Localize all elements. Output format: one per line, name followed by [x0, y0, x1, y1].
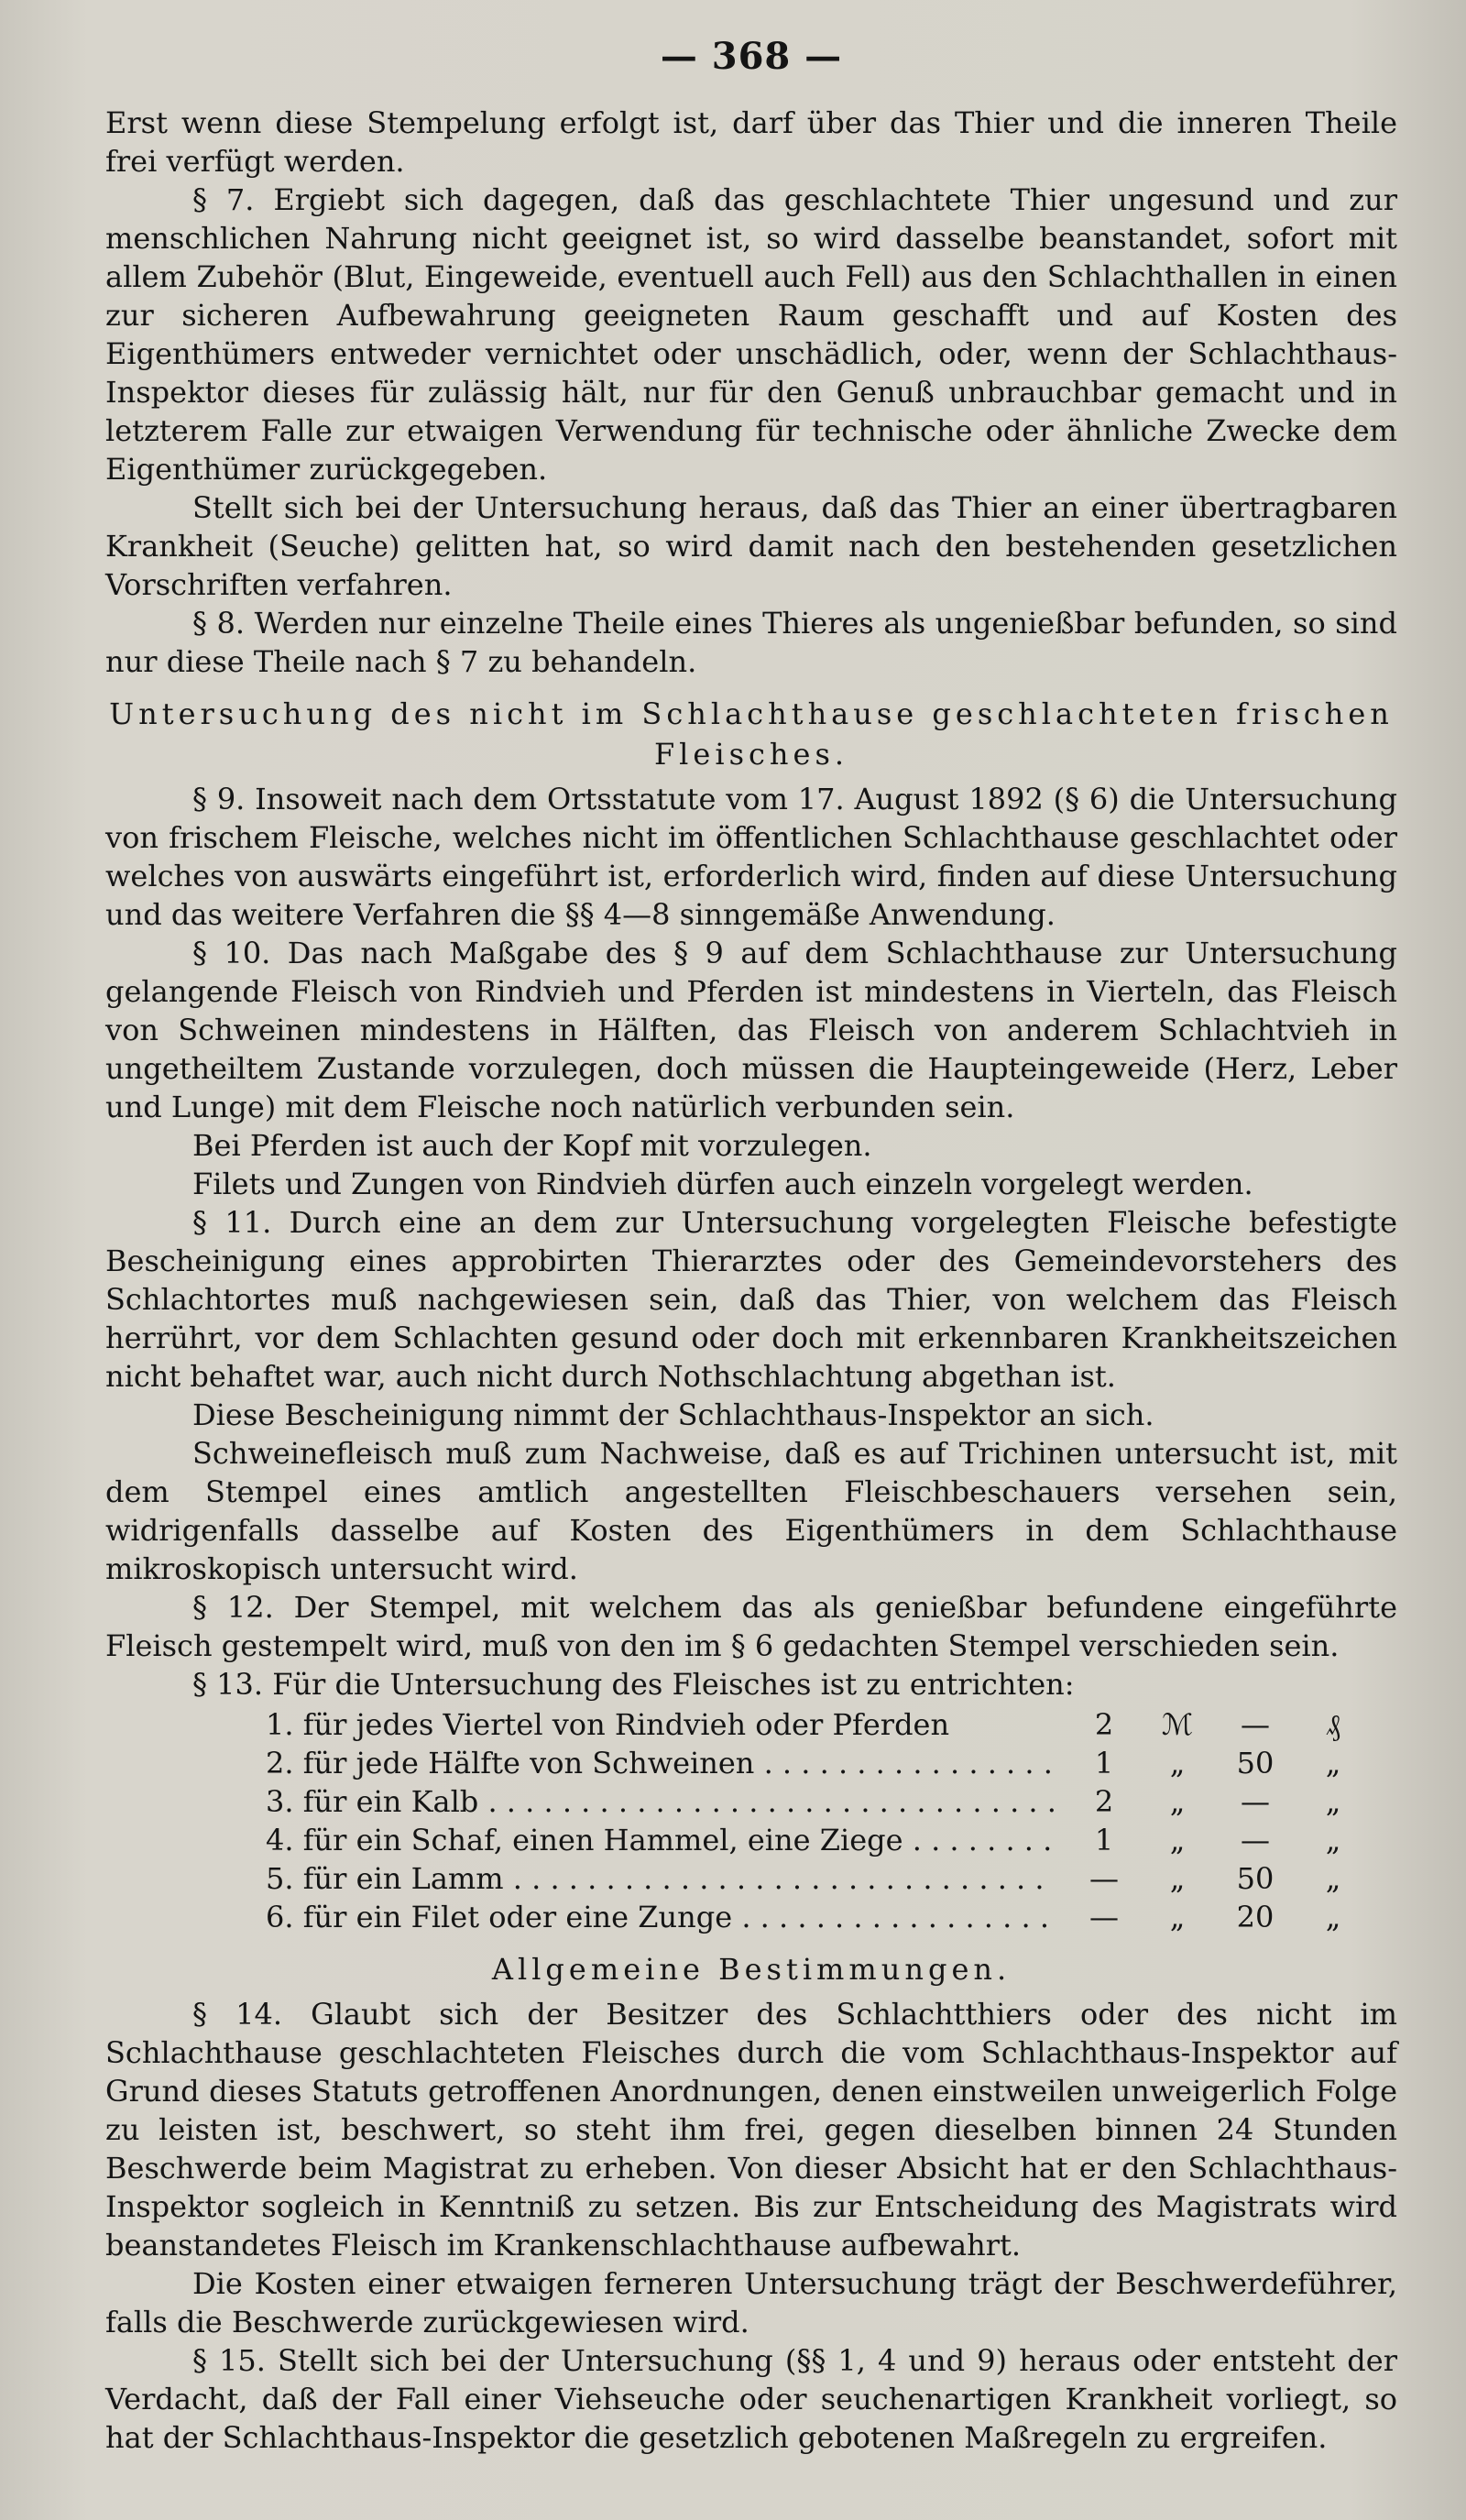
paragraph-p-11b: Diese Bescheinigung nimmt der Schlachthaus-Inspektor an sich.: [192, 1397, 1154, 1432]
paragraph-p-8: § 8. Werden nur einzelne Theile eines Thieres als ungenießbar befunden, so sind nur diese Theile nach § 7 zu behandeln.: [105, 606, 1397, 679]
fee-pfennig-unit: „: [1325, 1746, 1341, 1780]
fee-item: [266, 1821, 1393, 1859]
fee-mark-amount: —: [1089, 1861, 1119, 1896]
fee-pfennig-amount: 50: [1236, 1861, 1275, 1896]
fee-pfennig-amount: —: [1241, 1707, 1270, 1742]
fee-pfennig-unit: „: [1325, 1823, 1341, 1857]
fee-mark-unit: „: [1169, 1784, 1186, 1819]
fee-mark-amount: 2: [1094, 1784, 1114, 1819]
section-top: [105, 104, 1397, 681]
fee-mark-amount: 2: [1094, 1707, 1114, 1742]
paragraph-p-10: § 10. Das nach Maßgabe des § 9 auf dem Schlachthause zur Untersuchung gelangende Fleisch von Rindvieh und Pferden ist mindestens in Vierteln, das Fleisch von Schweinen mindestens in Hälften, das Fleisch von anderem Schlachtvieh in ungetheiltem Zustande vorzulegen, doch müssen die Haupteingeweide (Herz, Leber und Lunge) mit dem Fleische noch natürlich verbunden sein.: [105, 936, 1397, 1124]
fee-list: [105, 1705, 1397, 1936]
fee-pfennig-unit: ₰: [1326, 1707, 1340, 1742]
fee-pfennig-unit: „: [1325, 1784, 1341, 1819]
paragraph-p-9: § 9. Insoweit nach dem Ortsstatute vom 17. August 1892 (§ 6) die Untersuchung von frischem Fleische, welches nicht im öffentlichen Schlachthause geschlachtet oder welches von auswärts eingeführt ist, erforderlich wird, finden auf diese Untersuchung und das weitere Verfahren die §§ 4—8 sinngemäße Anwendung.: [105, 782, 1397, 932]
fee-item: [266, 1859, 1393, 1898]
paragraph-p-13: § 13. Für die Untersuchung des Fleisches ist zu entrichten:: [192, 1667, 1075, 1702]
paragraph-p-11: § 11. Durch eine an dem zur Untersuchung vorgelegten Fleische befestigte Bescheinigung eines approbirten Thierarztes oder des Gemeindevorstehers des Schlachtortes muß nachgewiesen sein, daß das Thier, von welchem das Fleisch herrührt, vor dem Schlachten gesund oder doch mit erkennbaren Krankheitszeichen nicht behaftet war, auch nicht durch Nothschlachtung abgethan ist.: [105, 1205, 1397, 1394]
fee-label: 1. für jedes Viertel von Rindvieh oder Pferden: [266, 1707, 950, 1742]
section-heading-general: Allgemeine Bestimmungen.: [491, 1952, 1012, 1987]
fee-mark-unit: „: [1169, 1861, 1186, 1896]
fee-pfennig-amount: 20: [1236, 1900, 1275, 1934]
fee-item: [266, 1705, 1393, 1744]
fee-item: [266, 1898, 1393, 1936]
fee-mark-unit: „: [1169, 1900, 1186, 1934]
paragraph-p-7: § 7. Ergiebt sich dagegen, daß das geschlachtete Thier ungesund und zur menschlichen Nahrung nicht geeignet ist, so wird dasselbe beanstandet, sofort mit allem Zubehör (Blut, Eingeweide, eventuell auch Fell) aus den Schlachthallen in einen zur sicheren Aufbewahrung geeigneten Raum geschafft und auf Kosten des Eigenthümers entweder vernichtet oder unschädlich, oder, wenn der Schlachthaus-Inspektor dieses für zulässig hält, nur für den Genuß unbrauchbar gemacht und in letzterem Falle zur etwaigen Verwendung für technische oder ähnliche Zwecke dem Eigenthümer zurückgegeben.: [105, 182, 1397, 487]
fee-label: 5. für ein Lamm . . .: [266, 1859, 1054, 1898]
fee-mark-amount: 1: [1094, 1823, 1114, 1857]
section-middle: [105, 780, 1397, 1704]
fee-mark-unit: „: [1169, 1823, 1186, 1857]
paragraph-p-12: § 12. Der Stempel, mit welchem das als genießbar befundene eingeführte Fleisch gestempelt wird, muß von den im § 6 gedachten Stempel verschieden sein.: [105, 1590, 1397, 1663]
fee-pfennig-unit: „: [1325, 1861, 1341, 1896]
fee-label: 2. für jede Hälfte von Schweinen . . .: [266, 1744, 1054, 1782]
fee-item: [266, 1744, 1393, 1782]
paragraph-p-intro: Erst wenn diese Stempelung erfolgt ist, darf über das Thier und die inneren Theile frei verfügt werden.: [105, 105, 1397, 179]
paragraph-p-11c: Schweinefleisch muß zum Nachweise, daß es auf Trichinen untersucht ist, mit dem Stempel eines amtlich angestellten Fleischbeschauers versehen sein, widrigenfalls dasselbe auf Kosten des Eigenthümers in dem Schlachthause mikroskopisch untersucht wird.: [105, 1436, 1397, 1586]
paragraph-p-10c: Filets und Zungen von Rindvieh dürfen auch einzeln vorgelegt werden.: [192, 1167, 1253, 1201]
fee-pfennig-amount: —: [1241, 1823, 1270, 1857]
fee-mark-unit: „: [1169, 1746, 1186, 1780]
section-bottom: [105, 1995, 1397, 2457]
paragraph-p-10b: Bei Pferden ist auch der Kopf mit vorzulegen.: [192, 1128, 872, 1163]
paragraph-p-15: § 15. Stellt sich bei der Untersuchung (§§ 1, 4 und 9) heraus oder entsteht der Verdacht, daß der Fall einer Viehseuche oder seuchenartigen Krankheit vorliegt, so hat der Schlachthaus-Inspektor die gesetzlich gebotenen Maßregeln zu ergreifen.: [105, 2343, 1397, 2455]
fee-pfennig-unit: „: [1325, 1900, 1341, 1934]
paragraph-p-14: § 14. Glaubt sich der Besitzer des Schlachtthiers oder des nicht im Schlachthause geschlachteten Fleisches durch die vom Schlachthaus-Inspektor auf Grund dieses Statuts getroffenen Anordnungen, denen einstweilen unweigerlich Folge zu leisten ist, beschwert, so steht ihm frei, gegen dieselben binnen 24 Stunden Beschwerde beim Magistrat zu erheben. Von dieser Absicht hat er den Schlachthaus-Inspektor sogleich in Kenntniß zu setzen. Bis zur Entscheidung des Magistrats wird beanstandetes Fleisch im Krankenschlachthause aufbewahrt.: [105, 1997, 1397, 2263]
section-heading-fresh-meat: Untersuchung des nicht im Schlachthause geschlachteten frischen Fleisches.: [109, 696, 1394, 772]
fee-label: 3. für ein Kalb . . .: [266, 1782, 1054, 1821]
fee-mark-amount: 1: [1094, 1746, 1114, 1780]
fee-label: 4. für ein Schaf, einen Hammel, eine Ziege . . .: [266, 1821, 1054, 1859]
fee-pfennig-amount: —: [1241, 1784, 1270, 1819]
fee-label: 6. für ein Filet oder eine Zunge . . .: [266, 1898, 1054, 1936]
fee-pfennig-amount: 50: [1236, 1746, 1275, 1780]
paragraph-p-7b: Stellt sich bei der Untersuchung heraus, daß das Thier an einer übertragbaren Krankheit (Seuche) gelitten hat, so wird damit nach den bestehenden gesetzlichen Vorschriften verfahren.: [105, 490, 1397, 602]
page-number: — 368 —: [660, 35, 843, 78]
paragraph-p-14b: Die Kosten einer etwaigen ferneren Untersuchung trägt der Beschwerdeführer, falls die Beschwerde zurückgewiesen wird.: [105, 2266, 1397, 2339]
fee-item: [266, 1782, 1393, 1821]
fee-mark-amount: —: [1089, 1900, 1119, 1934]
fee-mark-unit: ℳ: [1161, 1707, 1194, 1742]
